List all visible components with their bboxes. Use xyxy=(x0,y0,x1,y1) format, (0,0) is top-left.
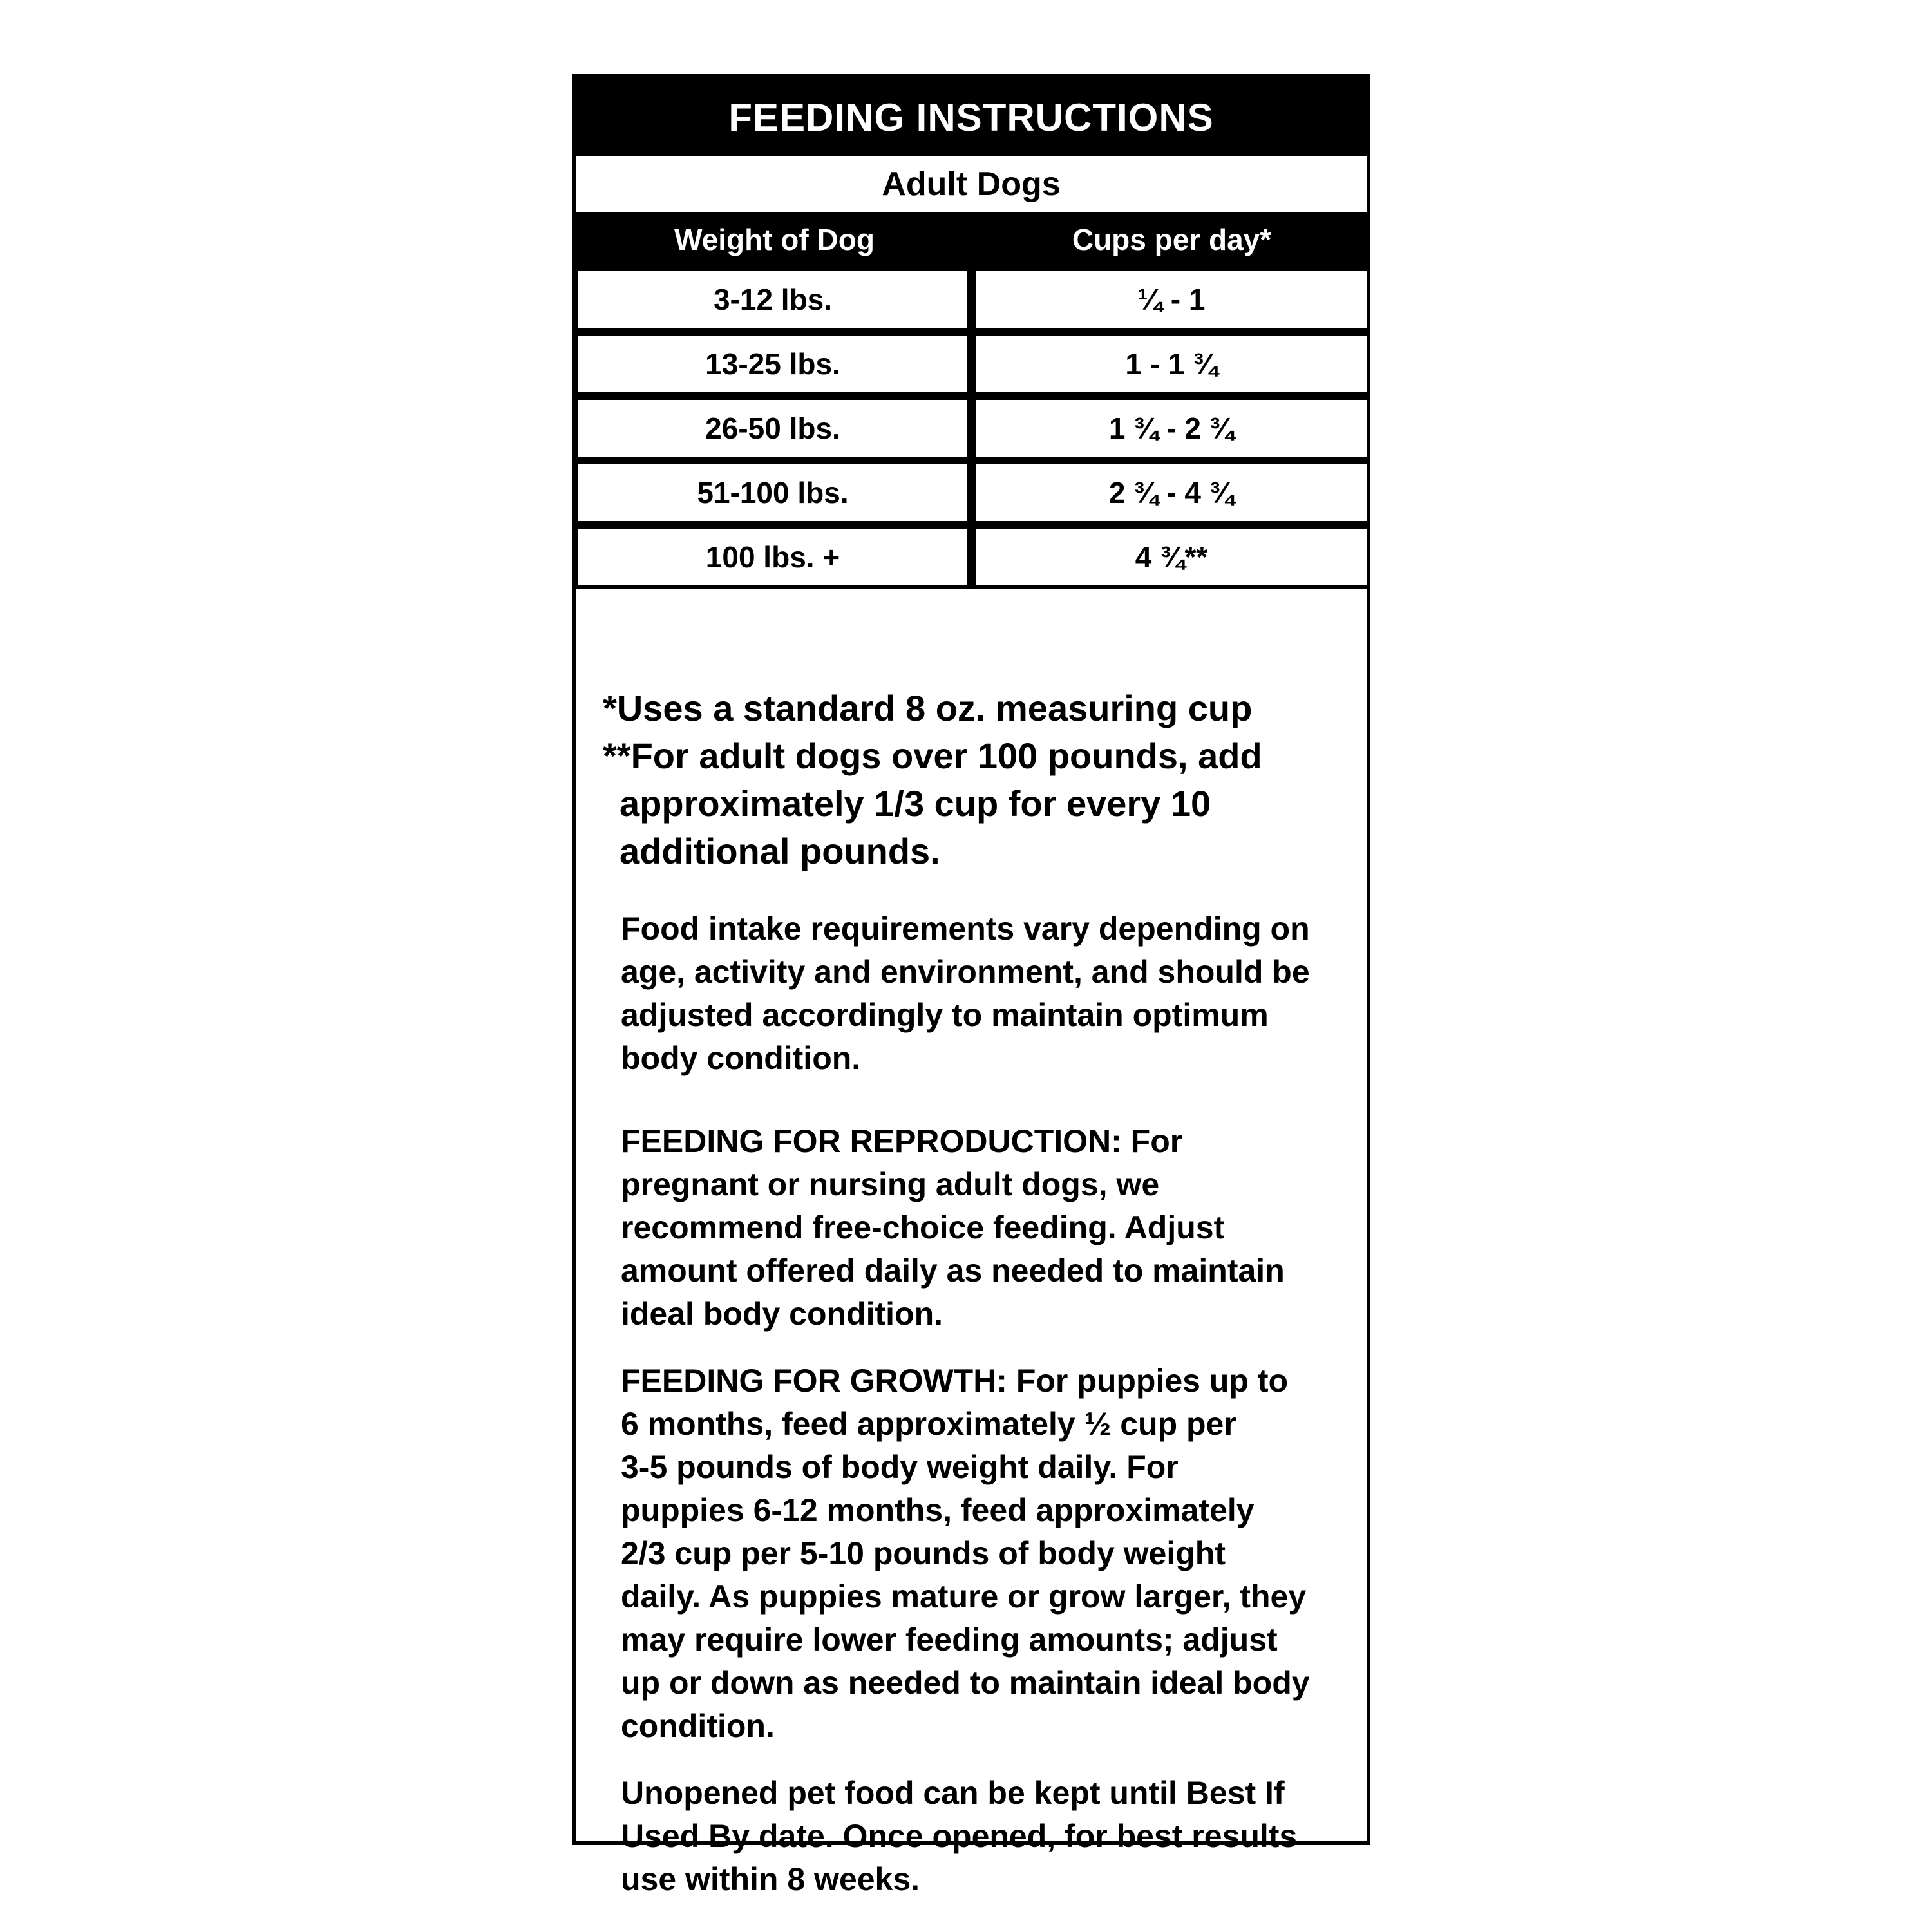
weight-cell: 51-100 lbs. xyxy=(578,464,967,521)
cups-cell: ¼ - 1 xyxy=(976,271,1367,328)
weight-cell: 100 lbs. + xyxy=(578,529,967,585)
table-caption: Adult Dogs xyxy=(576,156,1367,212)
cups-cell: 4 ¾** xyxy=(976,529,1367,585)
weight-cell: 3-12 lbs. xyxy=(578,271,967,328)
footnote-measuring-cup: *Uses a standard 8 oz. measuring cup xyxy=(603,688,1253,728)
paragraph-growth: FEEDING FOR GROWTH: For puppies up to 6 months, feed approximately ½ cup per 3-5 pounds of body weight daily. For puppies 6-12 months, feed approximately 2/3 cup per 5-10 pounds of body weight daily. As puppies mature or grow larger, they may require lower feeding amounts; adjust up or down as needed to maintain ideal body condition. xyxy=(621,1363,1310,1744)
table-bottom-fill xyxy=(576,589,1367,663)
header-cups: Cups per day* xyxy=(1072,223,1272,256)
footnote-large-dogs-cont: additional pounds. xyxy=(620,831,940,871)
paragraph-storage: Unopened pet food can be kept until Best If Used By date. Once opened, for best results use within 8 weeks. xyxy=(621,1775,1298,1897)
feeding-instructions-panel xyxy=(572,74,1370,1897)
weight-cell: 26-50 lbs. xyxy=(578,400,967,457)
footnote-large-dogs: **For adult dogs over 100 pounds, add xyxy=(603,735,1262,776)
notes-section xyxy=(576,663,1367,1897)
footnote-large-dogs-cont: approximately 1/3 cup for every 10 xyxy=(620,783,1211,824)
paragraph-food-intake: Food intake requirements vary depending on age, activity and environment, and should be adjusted accordingly to maintain optimum body condition. xyxy=(621,911,1310,1076)
feeding-table-body xyxy=(576,267,1367,663)
cups-cell: 1 ¾ - 2 ¾ xyxy=(976,400,1367,457)
table-header xyxy=(576,212,1367,267)
cups-cell: 2 ¾ - 4 ¾ xyxy=(976,464,1367,521)
cups-cell: 1 - 1 ¾ xyxy=(976,336,1367,392)
panel-title: FEEDING INSTRUCTIONS xyxy=(576,78,1367,156)
header-weight: Weight of Dog xyxy=(674,223,875,256)
weight-cell: 13-25 lbs. xyxy=(578,336,967,392)
paragraph-reproduction: FEEDING FOR REPRODUCTION: For pregnant or nursing adult dogs, we recommend free-choice feeding. Adjust amount offered daily as needed to maintain ideal body condition. xyxy=(621,1123,1285,1332)
